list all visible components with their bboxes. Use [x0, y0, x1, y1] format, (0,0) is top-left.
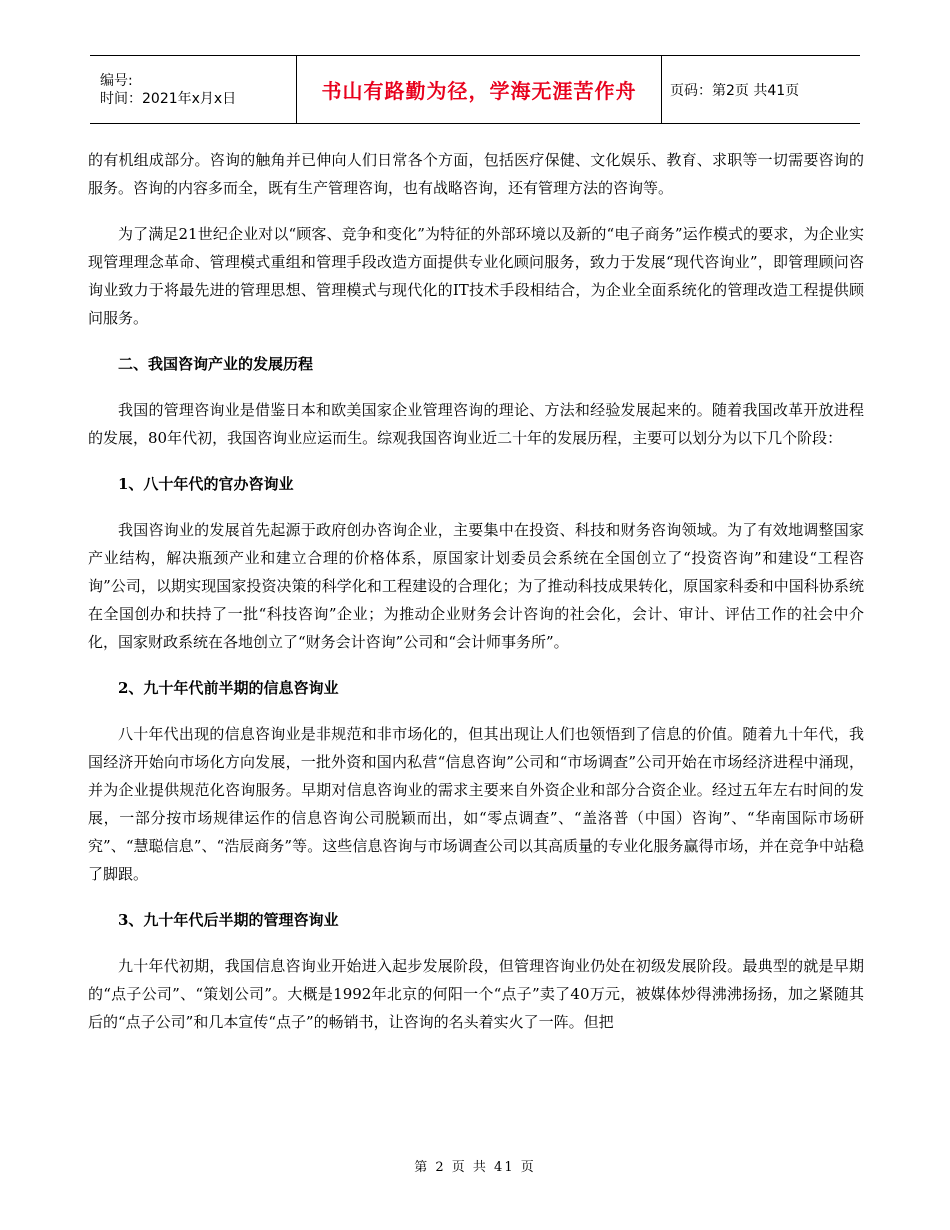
section-heading: 2、九十年代前半期的信息咨询业	[118, 679, 339, 697]
paragraph: 九十年代初期，我国信息咨询业开始进入起步发展阶段，但管理咨询业仍处在初级发展阶段。最典型的就是早期的“点子公司”、“策划公司”。大概是1992年北京的何阳一个“点子”卖了40万元，被媒体炒得沸沸扬扬，加之紧随其后的“点子公司”和几本宣传“点子”的畅销书，让咨询的名头着实火了一阵。但把	[88, 957, 864, 1031]
header-slogan-cell	[296, 56, 662, 123]
document-body	[88, 146, 864, 1054]
paragraph: 为了满足21世纪企业对以“顾客、竞争和变化”为特征的外部环境以及新的“电子商务”运作模式的要求，为企业实现管理理念革命、管理模式重组和管理手段改造方面提供专业化顾问服务，致力于发展“现代咨询业”，即管理顾问咨询业致力于将最先进的管理思想、管理模式与现代化的IT技术手段相结合，为企业全面系统化的管理改造工程提供顾问服务。	[88, 225, 864, 327]
paragraph: 我国的管理咨询业是借鉴日本和欧美国家企业管理咨询的理论、方法和经验发展起来的。随着我国改革开放进程的发展，80年代初，我国咨询业应运而生。综观我国咨询业近二十年的发展历程，主要可以划分为以下几个阶段：	[88, 401, 864, 447]
header-meta	[90, 56, 296, 123]
paragraph: 我国咨询业的发展首先起源于政府创办咨询企业，主要集中在投资、科技和财务咨询领域。为了有效地调整国家产业结构，解决瓶颈产业和建立合理的价格体系，原国家计划委员会系统在全国创立了“投资咨询”和建设“工程咨询”公司，以期实现国家投资决策的科学化和工程建设的合理化；为了推动科技成果转化，原国家科委和中国科协系统在全国创办和扶持了一批“科技咨询”企业；为推动企业财务会计咨询的社会化，会计、审计、评估工作的社会中介化，国家财政系统在各地创立了“财务会计咨询”公司和“会计师事务所”。	[88, 521, 864, 651]
document-time-label: 时间：2021年x月x日	[100, 90, 237, 107]
document-number-label: 编号:	[100, 72, 133, 89]
header-slogan: 书山有路勤为径，学海无涯苦作舟	[321, 79, 637, 103]
section-heading: 二、我国咨询产业的发展历程	[118, 355, 314, 373]
page-footer: 第 2 页 共 41 页	[414, 1160, 536, 1175]
header-page-cell	[662, 56, 860, 123]
header-page-info: 页码：第2页 共41页	[670, 82, 800, 99]
section-heading: 1、八十年代的官办咨询业	[118, 475, 294, 493]
paragraph: 八十年代出现的信息咨询业是非规范和非市场化的，但其出现让人们也领悟到了信息的价值。随着九十年代，我国经济开始向市场化方向发展，一批外资和国内私营“信息咨询”公司和“市场调查”公司开始在市场经济进程中涌现，并为企业提供规范化咨询服务。早期对信息咨询业的需求主要来自外资企业和部分合资企业。经过五年左右时间的发展，一部分按市场规律运作的信息咨询公司脱颖而出，如“零点调查”、“盖洛普（中国）咨询”、“华南国际市场研究”、“慧聪信息”、“浩辰商务”等。这些信息咨询与市场调查公司以其高质量的专业化服务赢得市场，并在竞争中站稳了脚跟。	[88, 725, 864, 883]
page-header	[90, 55, 860, 124]
paragraph: 的有机组成部分。咨询的触角并已伸向人们日常各个方面，包括医疗保健、文化娱乐、教育、求职等一切需要咨询的服务。咨询的内容多而全，既有生产管理咨询，也有战略咨询，还有管理方法的咨询等。	[88, 151, 864, 197]
section-heading: 3、九十年代后半期的管理咨询业	[118, 911, 339, 929]
